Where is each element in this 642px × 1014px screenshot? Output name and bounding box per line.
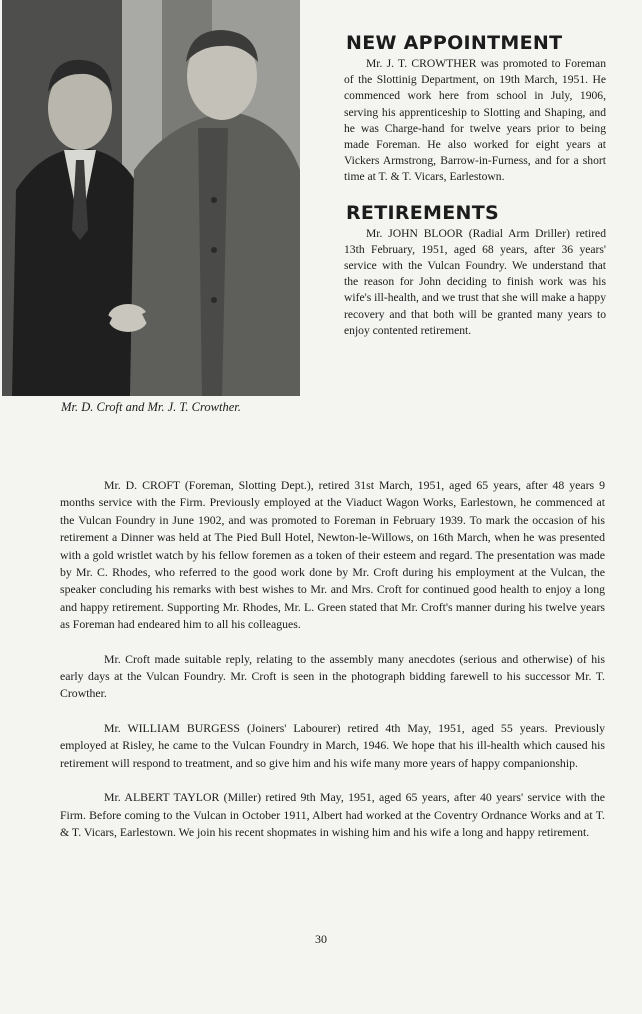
photo-caption: Mr. D. Croft and Mr. J. T. Crowther. [61, 400, 241, 414]
croft-paragraph: Mr. D. CROFT (Foreman, Slotting Dept.), retired 31st March, 1951, aged 65 years, after 48 years 9 months service with the Firm. Previously employed at the Viaduct Wagon Works, Earlestown, he commenced at the Vulcan Foundry in June 1902, and was promoted to Foreman in February 1939. To mark the occasion of his retirement a Dinner was held at The Pied Bull Hotel, Newton-le-Willows, on 16th March, when he was presented with a gold wristlet watch by his fellow foremen as a token of their esteem and regard. The presentation was made by Mr. C. Rhodes, who referred to the good work done by Mr. Croft during his employment at the Vulcan, the speaker concluding his remarks with best wishes to Mr. and Mrs. Croft for continued good health to enjoy a long and happy retirement. Supporting Mr. Rhodes, Mr. L. Green stated that Mr. Croft's manner during his twelve years as Foreman had endeared him to all his colleagues. [60, 478, 605, 632]
heading-new-appointment: NEW APPOINTMENT [346, 32, 563, 54]
main-body [60, 477, 605, 858]
right-column [344, 32, 606, 339]
appointment-paragraph: Mr. J. T. CROWTHER was promoted to Foreman of the Slottinig Department, on 19th March, 1951. He commenced work here from school in July, 1906, serving his apprenticeship to Slotting and Shaping, and he was Charge-hand for twelve years prior to being made Foreman. He also worked for eight years at Vickers Armstrong, Barrow-in-Furness, and for a short time at T. & T. Vicars, Earlestown. [344, 57, 606, 184]
page-number: 30 [315, 932, 327, 946]
heading-retirements: RETIREMENTS [346, 201, 499, 224]
croft-reply-paragraph: Mr. Croft made suitable reply, relating to the assembly many anecdotes (serious and otherwise) of his early days at the Vulcan Foundry. Mr. Croft is seen in the photograph bidding farewell to his successor Mr. T. Crowther. [60, 651, 605, 701]
photograph-handshake [2, 0, 300, 396]
burgess-paragraph: Mr. WILLIAM BURGESS (Joiners' Labourer) retired 4th May, 1951, aged 55 years. Previously employed at Risley, he came to the Vulcan Foundry in March, 1946. We hope that his ill-health which caused his retirement will respond to treatment, and so give him and his wife many more years of happy companionship. [60, 720, 605, 770]
taylor-paragraph: Mr. ALBERT TAYLOR (Miller) retired 9th May, 1951, aged 65 years, after 40 years' service with the Firm. Before coming to the Vulcan in October 1911, Albert had worked at the Coventry Ordnance Works and at T. & T. Vicars, Earlestown. We join his recent shopmates in wishing him and his wife a long and happy retirement. [60, 790, 605, 839]
bloor-paragraph: Mr. JOHN BLOOR (Radial Arm Driller) retired 13th February, 1951, aged 68 years, after 36 years' service with the Vulcan Foundry. We understand that the reason for John deciding to finish work was his wife's ill-health, and we trust that she will make a happy recovery and that both will be granted many years to enjoy contented retirement. [344, 226, 606, 337]
photograph-illustration [2, 0, 300, 396]
